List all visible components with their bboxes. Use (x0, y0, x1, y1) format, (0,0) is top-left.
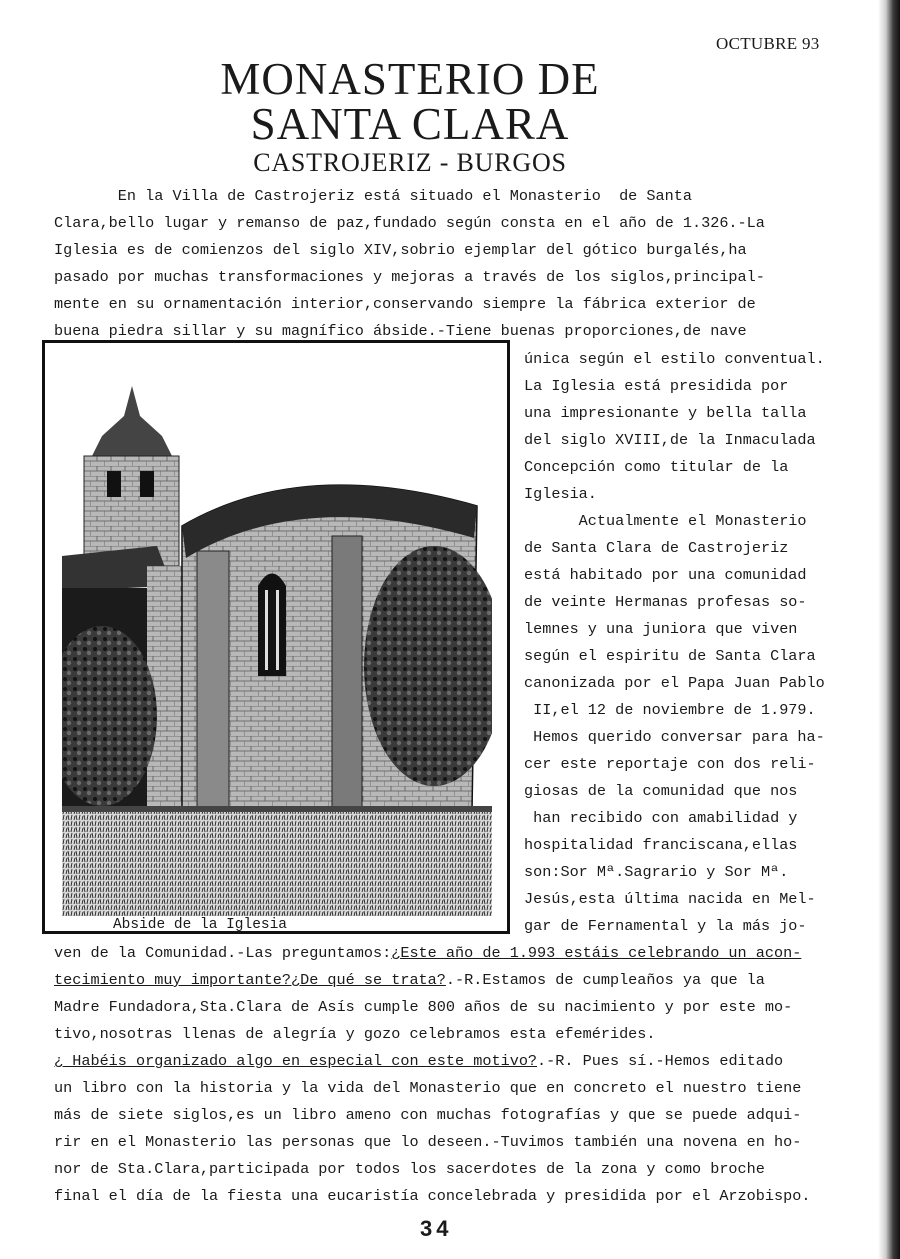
column-line: Concepción como titular de la (524, 458, 789, 476)
body-line: tivo,nosotras llenas de alegría y gozo celebramos esta efemérides. (54, 1025, 656, 1043)
issue-date: OCTUBRE 93 (716, 34, 820, 53)
column-line: Jesús,esta última nacida en Mel- (524, 890, 816, 908)
column-line: de Santa Clara de Castrojeriz (524, 539, 789, 557)
column-line: del siglo XVIII,de la Inmaculada (524, 431, 816, 449)
column-line: Actualmente el Monasterio (524, 512, 807, 530)
column-line: cer este reportaje con dos reli- (524, 755, 816, 773)
body-line: Iglesia es de comienzos del siglo XIV,sobrio ejemplar del gótico burgalés,ha (54, 241, 747, 259)
body-line (54, 970, 765, 990)
column-line: está habitado por una comunidad (524, 566, 807, 584)
body-line: rir en el Monasterio las personas que lo deseen.-Tuvimos también una novena en ho- (54, 1133, 802, 1151)
column-line: Iglesia. (524, 485, 597, 503)
photo-caption (45, 917, 507, 933)
page-edge-shadow (878, 0, 900, 1259)
body-line (54, 1051, 783, 1071)
subtitle: CASTROJERIZ - BURGOS (253, 148, 567, 177)
body-line: pasado por muchas transformaciones y mejoras a través de los siglos,principal- (54, 268, 765, 286)
column-line: lemnes y una juniora que viven (524, 620, 798, 638)
text-plain: .-R.Estamos de cumpleaños ya que la (445, 971, 765, 989)
column-line: gar de Fernamental y la más jo- (524, 917, 807, 935)
body-line (54, 943, 801, 963)
church-apse-photo (62, 376, 492, 916)
column-line: canonizada por el Papa Juan Pablo (524, 674, 825, 692)
column-line: según el espiritu de Santa Clara (524, 647, 816, 665)
body-line: mente en su ornamentación interior,conservando siempre la fábrica exterior de (54, 295, 756, 313)
column-line: Hemos querido conversar para ha- (524, 728, 825, 746)
text-plain: ven de la Comunidad.-Las preguntamos: (54, 944, 392, 962)
column-line: giosas de la comunidad que nos (524, 782, 798, 800)
title-line-2: SANTA CLARA (250, 99, 570, 149)
body-line: final el día de la fiesta una eucaristía concelebrada y presidida por el Arzobispo. (54, 1187, 811, 1205)
question-text: ¿Este año de 1.993 estáis celebrando un acon- (391, 944, 802, 962)
column-line: hospitalidad franciscana,ellas (524, 836, 798, 854)
body-line: buena piedra sillar y su magnífico ábside.-Tiene buenas proporciones,de nave (54, 322, 747, 340)
column-line: II,el 12 de noviembre de 1.979. (524, 701, 816, 719)
text-plain: .-R. Pues sí.-Hemos editado (537, 1052, 784, 1070)
question-text: ¿ Habéis organizado algo en especial con este motivo? (54, 1052, 538, 1070)
photo-frame (42, 340, 510, 934)
body-line: Madre Fundadora,Sta.Clara de Asís cumple 800 años de su nacimiento y por este mo- (54, 998, 793, 1016)
page-number: 34 (420, 1216, 453, 1241)
body-line: un libro con la historia y la vida del Monasterio que en concreto el nuestro tiene (54, 1079, 802, 1097)
photo-caption-text: Abside de la Iglesia (112, 917, 288, 933)
column-line: única según el estilo conventual. (524, 350, 825, 368)
column-line: una impresionante y bella talla (524, 404, 807, 422)
column-line: son:Sor Mª.Sagrario y Sor Mª. (524, 863, 789, 881)
column-line: han recibido con amabilidad y (524, 809, 798, 827)
body-line: nor de Sta.Clara,participada por todos los sacerdotes de la zona y como broche (54, 1160, 765, 1178)
column-line: de veinte Hermanas profesas so- (524, 593, 807, 611)
column-line: La Iglesia está presidida por (524, 377, 789, 395)
body-line: Clara,bello lugar y remanso de paz,fundado según consta en el año de 1.326.-La (54, 214, 765, 232)
title-line-1: MONASTERIO DE (220, 54, 600, 104)
question-text: tecimiento muy importante?¿De qué se trata? (54, 971, 446, 989)
body-line: más de siete siglos,es un libro ameno con muchas fotografías y que se puede adqui- (54, 1106, 802, 1124)
body-line: En la Villa de Castrojeriz está situado el Monasterio de Santa (54, 187, 692, 205)
